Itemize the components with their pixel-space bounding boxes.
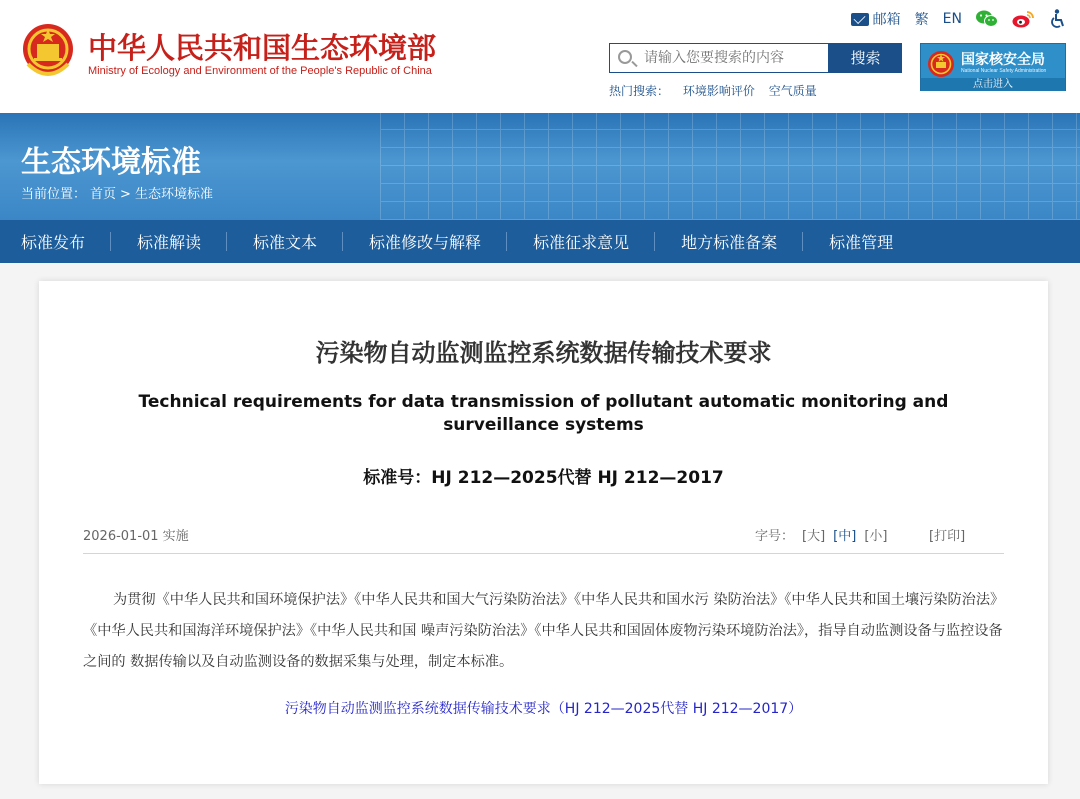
mail-icon (851, 13, 869, 26)
font-size-large[interactable]: [大] (802, 529, 826, 544)
article-body: 为贯彻《中华人民共和国环境保护法》《中华人民共和国大气污染防治法》《中华人民共和国水污 染防治法》《中华人民共和国土壤污染防治法》《中华人民共和国海洋环境保护法》《中华人民共和国 噪声污染防治法》《中华人民共和国固体废物污染环境防治法》，指导自动监测设备与监控设备之间的 数据传输以及自动监测设备的数据采集与处理，制定本标准。 (83, 592, 1003, 670)
weibo-link[interactable] (1012, 10, 1034, 28)
divider (83, 553, 1004, 554)
article-title: 污染物自动监测监控系统数据传输技术要求 (315, 339, 772, 367)
breadcrumb (21, 183, 217, 202)
top-links (837, 8, 1066, 30)
nav-item-local-filing[interactable]: 地方标准备案 (655, 220, 803, 263)
breadcrumb-current[interactable]: 生态环境标准 (134, 187, 213, 202)
article-card (39, 281, 1048, 784)
mail-label: 邮箱 (872, 12, 901, 28)
article-english-title: Technical requirements for data transmission of pollutant automatic monitoring and surveillance systems (138, 392, 949, 435)
accessibility-icon (1048, 9, 1066, 29)
nnsa-banner-link[interactable] (920, 43, 1066, 91)
nnsa-english-name: National Nuclear Safety Administration (961, 68, 1047, 74)
breadcrumb-separator: > (120, 187, 131, 202)
accessibility-link[interactable] (1048, 9, 1066, 29)
mail-link[interactable] (851, 9, 901, 29)
search-icon (618, 50, 632, 64)
nnsa-emblem-icon (927, 50, 955, 80)
english-link[interactable]: EN (942, 11, 962, 27)
nav-item-management[interactable]: 标准管理 (829, 233, 894, 252)
section-banner (0, 113, 1080, 220)
nav-item-interpretation[interactable]: 标准解读 (111, 220, 227, 263)
search-input[interactable] (644, 44, 824, 72)
wechat-icon (976, 10, 998, 28)
section-title: 生态环境标准 (21, 145, 201, 180)
font-size-label: 字号： (755, 529, 795, 544)
breadcrumb-home[interactable]: 首页 (90, 187, 117, 202)
nav-item-consultation[interactable]: 标准征求意见 (507, 220, 655, 263)
main-nav (0, 220, 1080, 263)
font-size-small[interactable]: [小] (864, 529, 888, 544)
nav-item-text[interactable]: 标准文本 (227, 220, 343, 263)
hot-search-label: 热门搜索： (609, 84, 670, 98)
hot-search-item[interactable]: 环境影响评价 (682, 84, 755, 98)
nnsa-name: 国家核安全局 (961, 52, 1045, 68)
search-button[interactable]: 搜索 (829, 43, 902, 73)
font-size-medium[interactable]: [中] (833, 529, 857, 544)
nnsa-enter: 点击进入 (921, 78, 1065, 91)
breadcrumb-label: 当前位置： (21, 187, 87, 202)
site-header (0, 0, 1080, 113)
standard-document-link[interactable]: 污染物自动监测监控系统数据传输技术要求（HJ 212—2025代替 HJ 212—2017） (284, 701, 803, 717)
standard-number: 标准号：HJ 212—2025代替 HJ 212—2017 (363, 468, 724, 488)
national-emblem-icon (20, 22, 76, 80)
banner-pattern (380, 113, 1080, 220)
hot-search (609, 82, 827, 99)
print-link[interactable]: [打印] (929, 529, 966, 544)
font-size-controls (755, 525, 895, 544)
weibo-icon (1012, 10, 1034, 28)
site-title[interactable]: 中华人民共和国生态环境部 (88, 31, 437, 65)
nav-item-release[interactable]: 标准发布 (0, 220, 111, 263)
traditional-chinese-link[interactable]: 繁 (914, 12, 929, 28)
nav-item-revision[interactable]: 标准修改与解释 (343, 220, 507, 263)
wechat-link[interactable] (976, 10, 998, 28)
hot-search-item[interactable]: 空气质量 (768, 84, 817, 98)
effective-date: 2026-01-01 实施 (83, 529, 189, 544)
search-box (609, 43, 829, 73)
site-subtitle: Ministry of Ecology and Environment of the People's Republic of China (88, 65, 432, 77)
